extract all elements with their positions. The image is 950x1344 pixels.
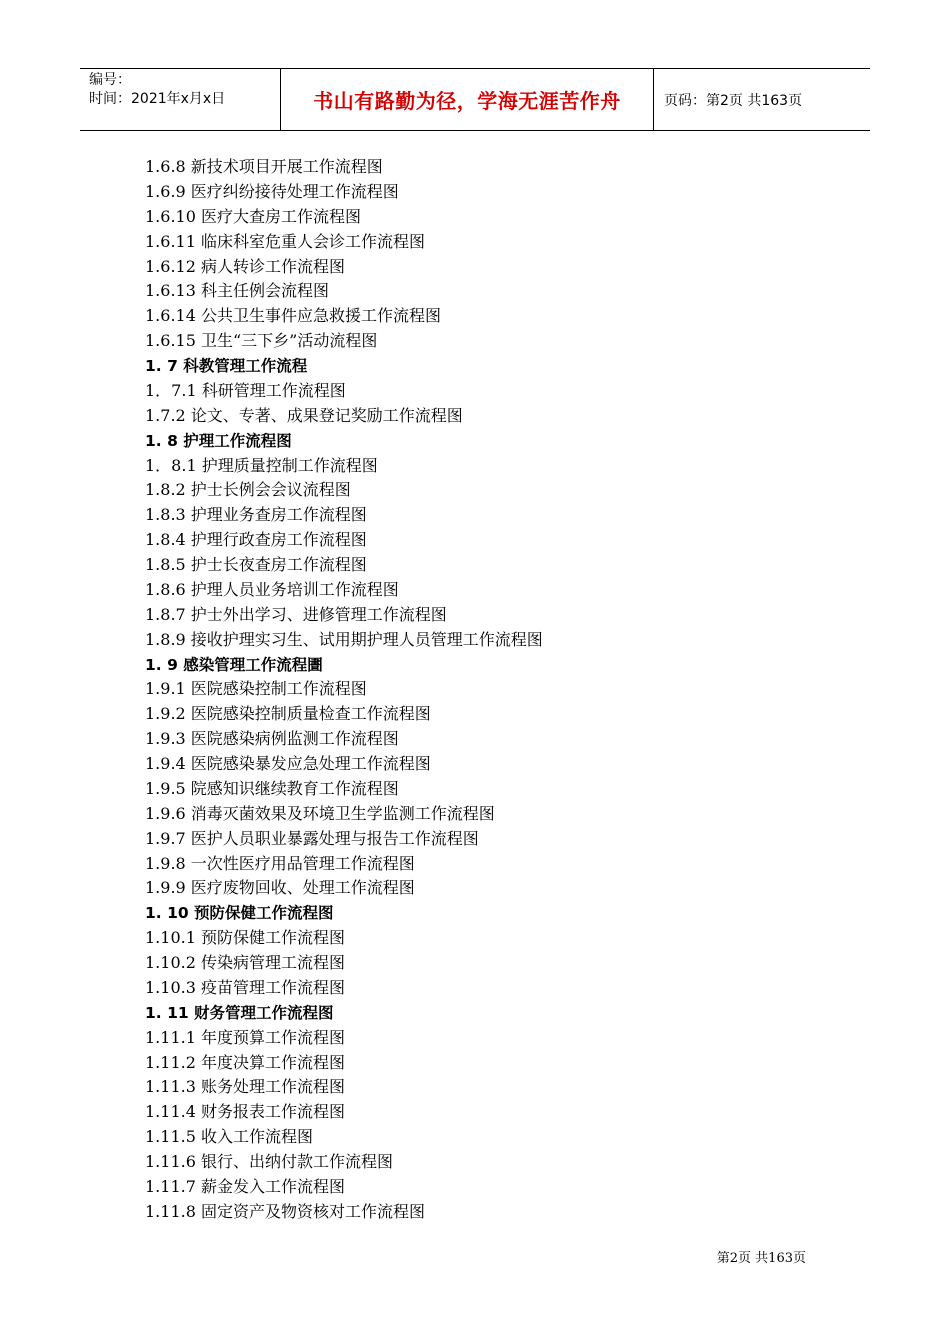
toc-entry: 1.8.4 护理行政查房工作流程图 — [145, 530, 367, 550]
toc-entry: 1．7.1 科研管理工作流程图 — [145, 380, 346, 400]
toc-entry: 1.8.2 护士长例会会议流程图 — [145, 480, 351, 500]
toc-entry: 1.9.2 医院感染控制质量检查工作流程图 — [145, 704, 431, 724]
toc-entry: 1.11.1 年度预算工作流程图 — [145, 1027, 345, 1047]
toc-entry: 1.6.14 公共卫生事件应急救援工作流程图 — [145, 306, 441, 326]
toc-entry: 1.7.2 论文、专著、成果登记奖励工作流程图 — [145, 405, 463, 425]
number-label: 编号： — [89, 72, 131, 88]
toc-entry: 1.8.7 护士外出学习、进修管理工作流程图 — [145, 604, 447, 624]
toc-entry: 1.9.7 医护人员职业暴露处理与报告工作流程图 — [145, 828, 479, 848]
toc-section-heading: 1. 7 科教管理工作流程 — [145, 357, 308, 375]
toc-entry: 1.6.12 病人转诊工作流程图 — [145, 256, 345, 276]
toc-entry: 1.11.2 年度决算工作流程图 — [145, 1052, 345, 1072]
toc-entry: 1.9.9 医疗废物回收、处理工作流程图 — [145, 878, 415, 898]
toc-entry: 1.6.11 临床科室危重人会诊工作流程图 — [145, 231, 425, 251]
toc-entry: 1.6.13 科主任例会流程图 — [145, 281, 329, 301]
toc-entry: 1.11.6 银行、出纳付款工作流程图 — [145, 1152, 393, 1171]
header-page-info: 页码：第2页 共163页 — [664, 92, 803, 109]
toc-entry: 1.11.3 账务处理工作流程图 — [145, 1077, 345, 1097]
toc-entry: 1.11.8 固定资产及物资核对工作流程图 — [145, 1201, 425, 1221]
toc-entry: 1.6.15 卫生“三下乡”活动流程图 — [145, 331, 378, 351]
toc-entry: 1.9.8 一次性医疗用品管理工作流程图 — [145, 853, 415, 873]
toc-entry: 1.6.9 医疗纠纷接待处理工作流程图 — [145, 181, 399, 201]
toc-entry: 1.8.9 接收护理实习生、试用期护理人员管理工作流程图 — [145, 629, 543, 649]
toc-entry: 1.11.4 财务报表工作流程图 — [145, 1102, 345, 1122]
toc-entry: 1.9.4 医院感染暴发应急处理工作流程图 — [145, 754, 431, 773]
toc-section-heading: 1. 8 护理工作流程图 — [145, 431, 292, 450]
toc-entry: 1.9.5 院感知识继续教育工作流程图 — [145, 778, 399, 798]
toc-section-heading: 1. 10 预防保健工作流程图 — [145, 904, 334, 923]
page-footer: 第2页 共163页 — [716, 1251, 806, 1266]
toc-entry: 1.8.3 护理业务查房工作流程图 — [145, 505, 367, 525]
toc-entry: 1.11.7 薪金发入工作流程图 — [145, 1176, 345, 1196]
toc-section-heading: 1. 11 财务管理工作流程图 — [145, 1003, 334, 1022]
time-label: 时间：2021年x月x日 — [89, 91, 226, 107]
table-of-contents — [145, 155, 845, 1225]
toc-entry: 1．8.1 护理质量控制工作流程图 — [145, 455, 378, 475]
toc-entry: 1.8.5 护士长夜查房工作流程图 — [145, 555, 367, 574]
header-meta — [80, 69, 281, 130]
toc-entry: 1.6.10 医疗大查房工作流程图 — [145, 206, 361, 226]
toc-entry: 1.6.8 新技术项目开展工作流程图 — [145, 157, 383, 176]
toc-entry: 1.10.3 疫苗管理工作流程图 — [145, 977, 345, 997]
toc-entry: 1.9.3 医院感染病例监测工作流程图 — [145, 729, 399, 749]
toc-entry: 1.11.5 收入工作流程图 — [145, 1127, 313, 1147]
toc-entry: 1.10.2 传染病管理工流程图 — [145, 953, 345, 972]
toc-entry: 1.9.6 消毒灭菌效果及环境卫生学监测工作流程图 — [145, 803, 495, 823]
toc-entry: 1.8.6 护理人员业务培训工作流程图 — [145, 579, 399, 599]
toc-entry: 1.10.1 预防保健工作流程图 — [145, 928, 345, 948]
header-motto: 书山有路勤为径，学海无涯苦作舟 — [281, 69, 654, 130]
page-header — [80, 68, 870, 131]
toc-section-heading: 1. 9 感染管理工作流程圕 — [145, 655, 323, 674]
toc-entry: 1.9.1 医院感染控制工作流程图 — [145, 679, 367, 699]
